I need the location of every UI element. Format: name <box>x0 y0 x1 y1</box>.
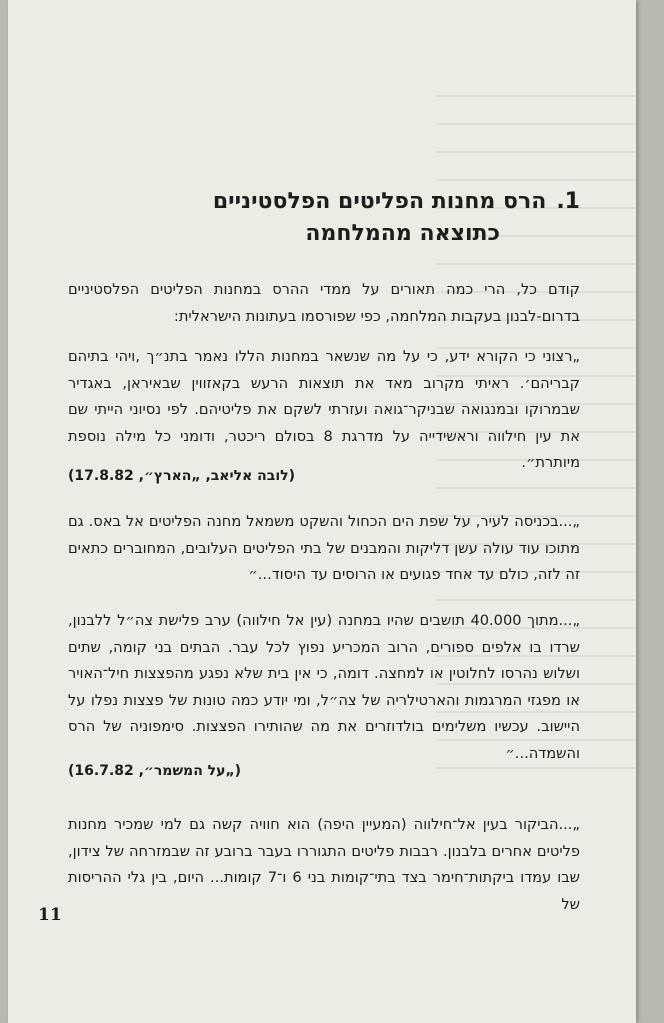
quote-source: (לובה אליאב, „הארץ״, 17.8.82) <box>68 468 295 484</box>
intro-paragraph: קודם כל, הרי כמה תאורים על ממדי ההרס במחנות הפליטים הפלסטיניים בדרום-לבנון בעקבות המלחמה, כפי שפורסמו בעתונות הישראלית: <box>68 281 580 325</box>
quote-paragraph: „רצוני כי הקורא ידע, כי על מה שנשאר במחנות הללו נאמר בתנ״ך ‚ויהי בתיהם קבריהם׳. ראיתי מקרוב מאד את תוצאות הרעש בקאזווין שבאיראן, באגדיר שבמרוקו ובמנגואה שבניקר־גואה ועזרתי לשקם את פליטיהם. לפי נסיוני הייתי שם את עין חילווה וראשידייה על מדרגת 8 בסולם ריכטר, ודומני כל מילה נוספת מיותרת״. <box>68 348 581 471</box>
page-number: 11 <box>38 905 62 925</box>
quote-paragraph: „...הביקור בעין אל־חילווה (המעיין היפה) הוא חוויה קשה גם למי שמכיר מחנות פליטים אחרים בלבנון. רבבות פליטים התגוררו בעבר ברובע זה שבמזרחה של צידון, שבו עמדו ביקתות־חימר בצד בתי־קומות בני 6 ו־7 קומות... היום, בין גלי ההריסות של <box>68 816 580 913</box>
quote-paragraph: „...מתוך 40.000 תושבים שהיו במחנה (עין אל חילווה) ערב פלישת צה״ל ללבנון, שרדו בו אלפים ספורים, הרוב המכריע נפוץ לכל עבר. הבתים בני קומה, שתים ושלוש נהרסו לחלוטין או למחצה. דומה, כי אין בית שלא נפגע מהפצצות חיל־האויר או מפגזי המרגמות והארטילריה של צה״ל, ומי יודע כמה טונות של פצצות נפלו על היישוב. עכשיו משלימים בולדוזרים את מה שהותירו הפצצות. סימפוניה של הרס והשמדה...״ <box>68 612 581 762</box>
heading-line-2: כתוצאה מהמלחמה <box>305 221 500 246</box>
quote-source: („על המשמר״, 16.7.82) <box>68 763 242 779</box>
section-number: .1 <box>556 189 580 214</box>
quote-paragraph: „...בכניסה לעיר, על שפת הים הכחול והשקט משמאל מחנה הפליטים אל באס. גם מתוכו עוד עולה עשן דליקות והמבנים של בתי הפליטים העלובים, המחוברים כתאים זה לזה, כולם עד אחד פגועים או הרוסים עד היסוד...״ <box>68 513 580 583</box>
heading-line-1: הרס מחנות הפליטים הפלסטיניים <box>212 189 547 214</box>
section-heading <box>138 186 580 250</box>
book-page <box>8 0 636 1023</box>
